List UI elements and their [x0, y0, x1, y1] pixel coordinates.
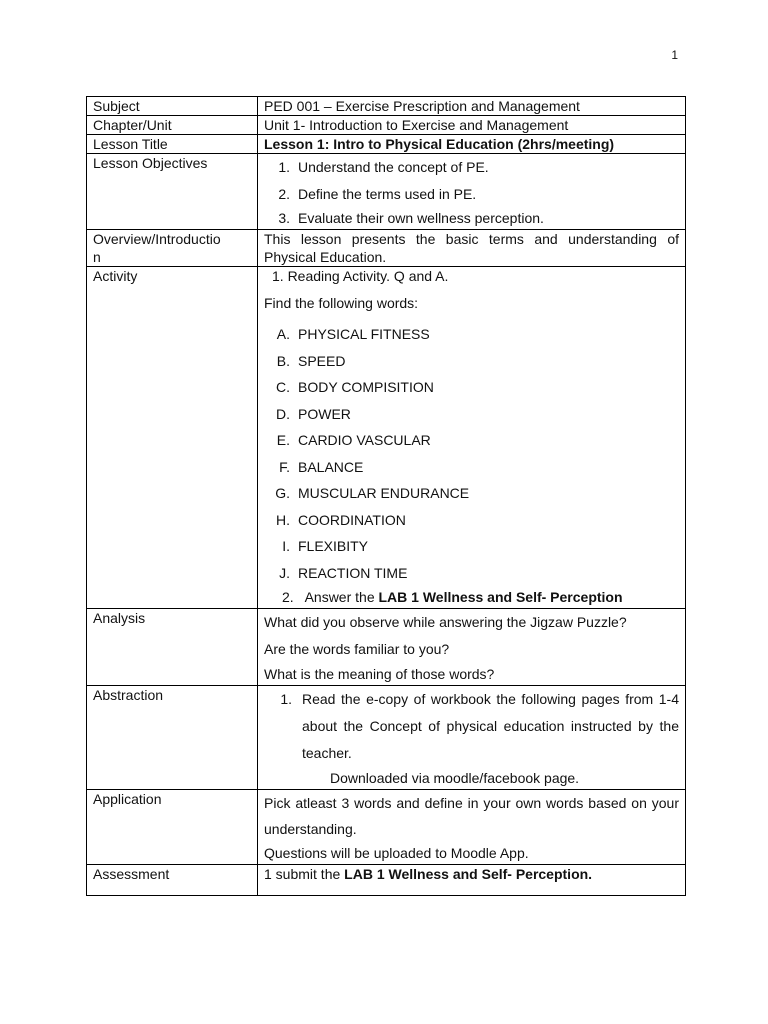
value-analysis — [258, 609, 686, 686]
label-activity: Activity — [87, 267, 258, 609]
abstraction-item: 1. Read the e-copy of workbook the following pages from 1-4 about the Concept of physical education instructed by the teacher. — [280, 691, 679, 761]
word-item: B. SPEED — [276, 352, 346, 369]
row-analysis — [87, 609, 686, 686]
row-lesson-title — [87, 135, 686, 154]
activity-item-2: 2. Answer the LAB 1 Wellness and Self- Perception — [282, 589, 623, 605]
value-activity — [258, 267, 686, 609]
analysis-line: What did you observe while answering the Jigzaw Puzzle? — [264, 614, 627, 630]
objective-item: 2. Define the terms used in PE. — [278, 185, 477, 202]
objective-item: 3. Evaluate their own wellness perception. — [278, 210, 544, 226]
analysis-line: Are the words familiar to you? — [264, 641, 450, 657]
word-item: F. BALANCE — [279, 458, 364, 475]
word-item: C. BODY COMPISITION — [276, 379, 434, 395]
label-application: Application — [87, 790, 258, 865]
value-abstraction — [258, 686, 686, 790]
value-assessment: 1 submit the LAB 1 Wellness and Self- Perception. — [258, 865, 686, 896]
value-subject: PED 001 – Exercise Prescription and Management — [258, 97, 686, 116]
row-subject — [87, 97, 686, 116]
value-application — [258, 790, 686, 865]
label-subject: Subject — [87, 97, 258, 116]
application-note: Questions will be uploaded to Moodle App. — [264, 845, 529, 861]
word-item: G. MUSCULAR ENDURANCE — [275, 485, 470, 501]
word-item: A. PHYSICAL FITNESS — [276, 326, 430, 342]
label-analysis: Analysis — [87, 609, 258, 686]
word-item: J. REACTION TIME — [279, 564, 408, 581]
label-abstraction: Abstraction — [87, 686, 258, 790]
row-application — [87, 790, 686, 865]
word-item: H. COORDINATION — [276, 511, 406, 528]
abstraction-download-note: Downloaded via moodle/facebook page. — [330, 770, 580, 786]
activity-find-text: Find the following words: — [264, 295, 419, 311]
label-objectives: Lesson Objectives — [87, 154, 258, 230]
activity-item-1: 1. Reading Activity. Q and A. — [272, 268, 449, 284]
word-item: E. CARDIO VASCULAR — [276, 432, 431, 448]
label-chapter: Chapter/Unit — [87, 116, 258, 135]
label-lesson-title: Lesson Title — [87, 135, 258, 154]
lesson-plan-table — [86, 96, 686, 896]
value-objectives — [258, 154, 686, 230]
row-abstraction — [87, 686, 686, 790]
row-activity — [87, 267, 686, 609]
words-list — [264, 321, 679, 586]
application-text: Pick atleast 3 words and define in your own words based on your understanding. — [264, 795, 679, 837]
row-objectives — [87, 154, 686, 230]
objective-item: 1. Understand the concept of PE. — [278, 159, 489, 175]
value-chapter: Unit 1- Introduction to Exercise and Management — [258, 116, 686, 135]
word-item: D. POWER — [276, 405, 351, 422]
value-overview: This lesson presents the basic terms and understanding of Physical Education. — [258, 230, 686, 267]
analysis-line: What is the meaning of those words? — [264, 666, 495, 682]
objectives-list — [264, 154, 679, 229]
word-item: I. FLEXIBITY — [282, 538, 369, 554]
label-assessment: Assessment — [87, 865, 258, 896]
label-overview: Overview/Introductio n — [87, 230, 258, 267]
row-overview — [87, 230, 686, 267]
row-assessment — [87, 865, 686, 896]
page-number: 1 — [671, 48, 678, 62]
row-chapter — [87, 116, 686, 135]
value-lesson-title: Lesson 1: Intro to Physical Education (2hrs/meeting) — [258, 135, 686, 154]
